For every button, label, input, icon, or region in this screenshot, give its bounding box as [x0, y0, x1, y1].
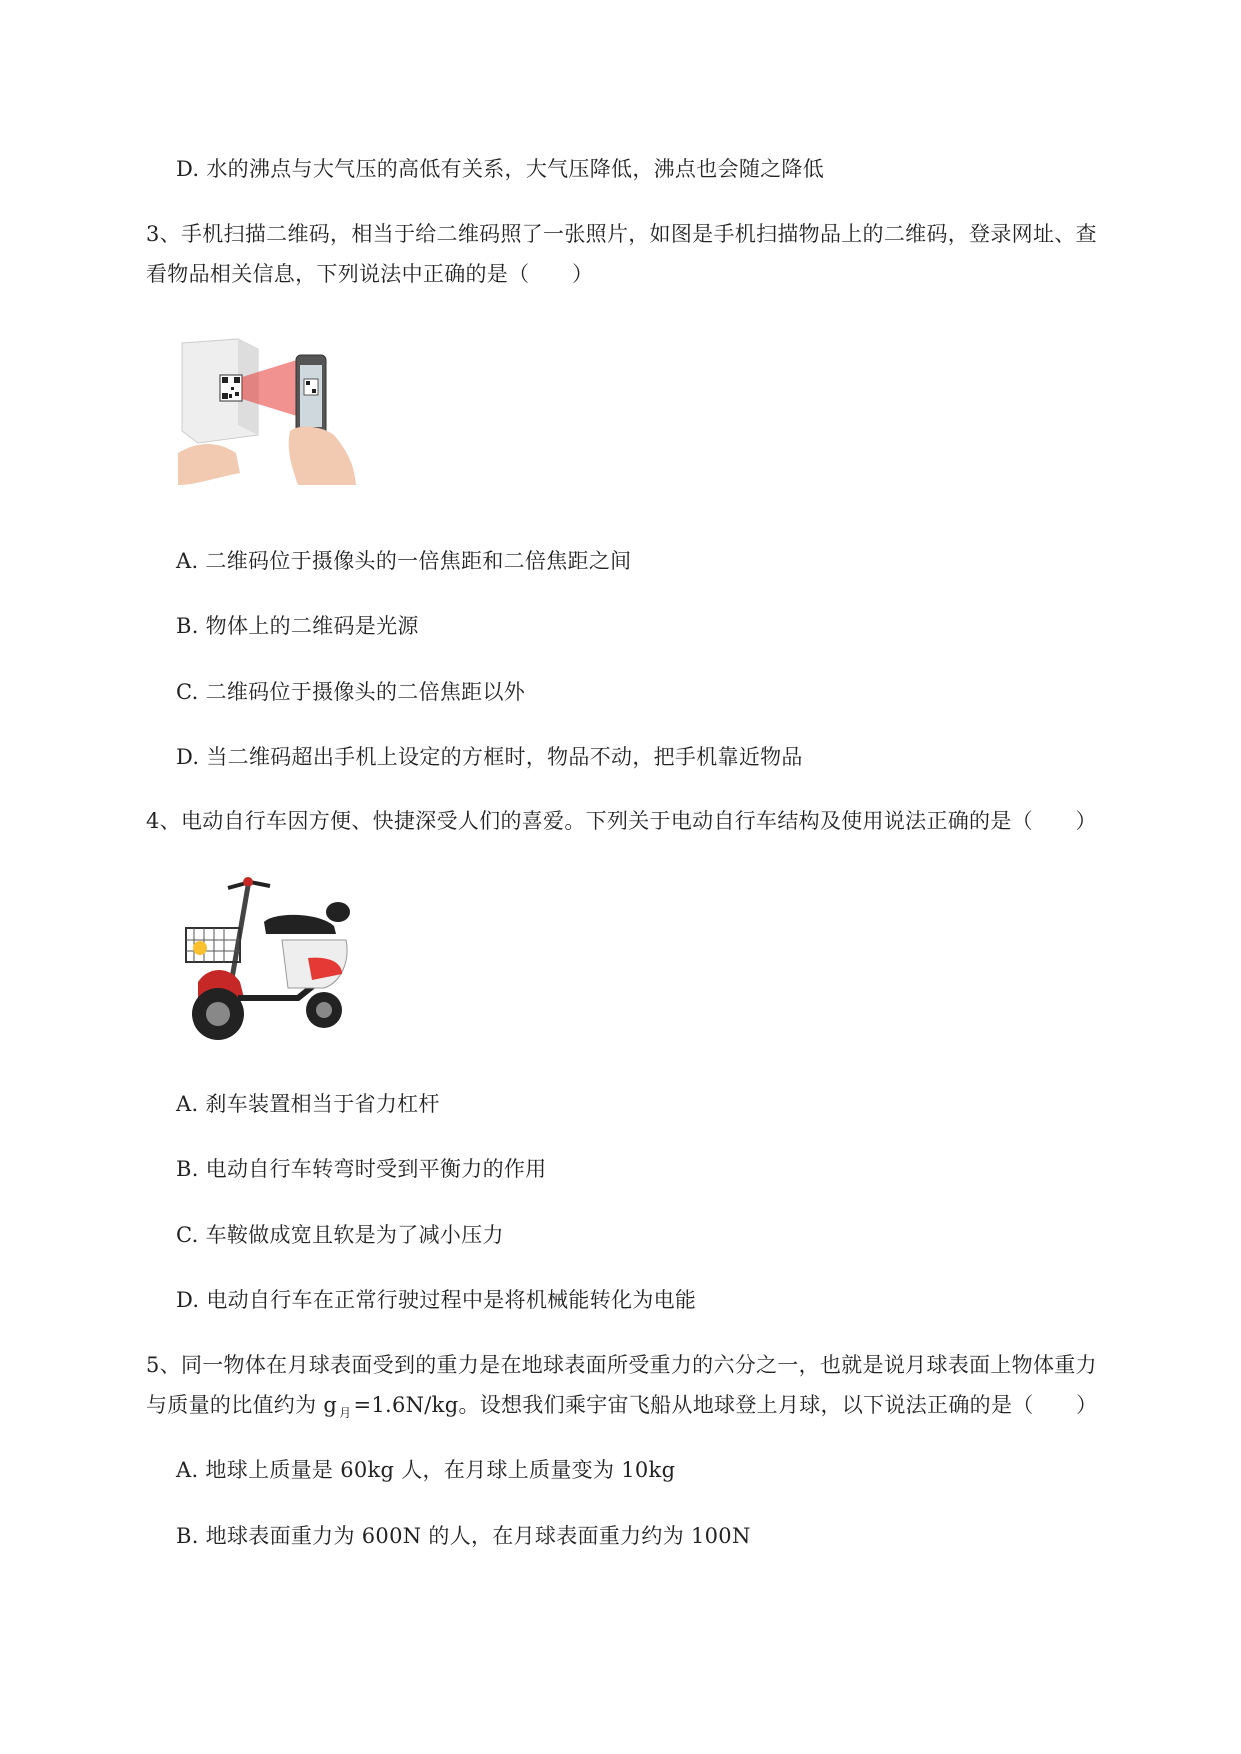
q3-stem-line2: 看物品相关信息，下列说法中正确的是（ ）	[146, 262, 594, 286]
q4-option-d: D. 电动自行车在正常行驶过程中是将机械能转化为电能	[176, 1288, 697, 1312]
qr-code-icon	[220, 375, 242, 401]
q5-stem-line2-pre: 与质量的比值约为 g	[146, 1393, 338, 1417]
q2-option-d: D. 水的沸点与大气压的高低有关系，大气压降低，沸点也会随之降低	[176, 157, 825, 181]
q4-option-c: C. 车鞍做成宽且软是为了减小压力	[176, 1223, 504, 1247]
q5-subscript-moon: 月	[339, 1406, 352, 1420]
q5-option-b: B. 地球表面重力为 600N 的人，在月球表面重力约为 100N	[176, 1524, 751, 1548]
q5-stem-line2	[146, 1390, 1097, 1423]
q4-stem: 4、电动自行车因方便、快捷深受人们的喜爱。下列关于电动自行车结构及使用说法正确的是（ ）	[146, 809, 1097, 833]
electric-bike-illustration	[178, 870, 363, 1055]
q3-option-c: C. 二维码位于摄像头的二倍焦距以外	[176, 680, 526, 704]
q3-stem-line1: 3、手机扫描二维码，相当于给二维码照了一张照片，如图是手机扫描物品上的二维码，登录网址、查	[146, 222, 1097, 246]
qr-scan-illustration	[178, 335, 363, 487]
q3-option-d: D. 当二维码超出手机上设定的方框时，物品不动，把手机靠近物品	[176, 745, 803, 769]
q4-option-b: B. 电动自行车转弯时受到平衡力的作用	[176, 1157, 547, 1181]
q3-option-a: A. 二维码位于摄像头的一倍焦距和二倍焦距之间	[176, 549, 632, 573]
q3-option-b: B. 物体上的二维码是光源	[176, 614, 419, 638]
q5-stem-line2-post: =1.6N/kg。设想我们乘宇宙飞船从地球登上月球，以下说法正确的是（ ）	[353, 1393, 1098, 1417]
q5-stem-line1: 5、同一物体在月球表面受到的重力是在地球表面所受重力的六分之一，也就是说月球表面上物体重力	[146, 1353, 1097, 1377]
q4-option-a: A. 刹车装置相当于省力杠杆	[176, 1092, 440, 1116]
q5-option-a: A. 地球上质量是 60kg 人，在月球上质量变为 10kg	[176, 1458, 676, 1482]
